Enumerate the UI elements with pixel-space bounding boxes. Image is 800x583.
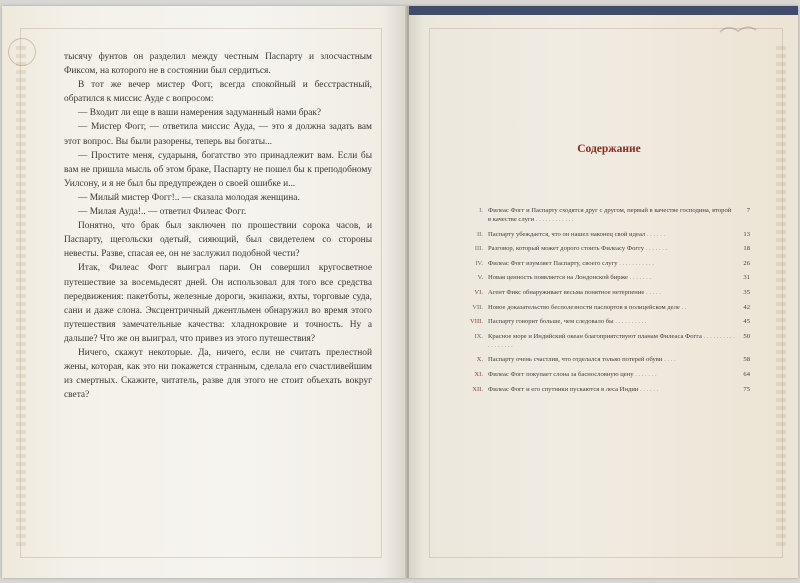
chapter-number: X. bbox=[476, 356, 483, 364]
chapter-title: Филеас Фогг изумляет Паспарту, своего слугу bbox=[488, 259, 618, 267]
left-page bbox=[2, 6, 407, 578]
chapter-title: Новое доказательство бесполезности паспортов в полицейском деле bbox=[488, 303, 680, 311]
paragraph: — Милая Ауда!.. — ответил Филеас Фогг. bbox=[78, 207, 247, 218]
chapter-title: Агент Фикс обнаруживает весьма понятное нетерпение bbox=[488, 288, 645, 296]
toc-entry[interactable]: XI. Филеас Фогг покупает слона за баснословную цену . . . . . . . 64 bbox=[465, 370, 750, 379]
chapter-title: Филеас Фогг и Паспарту сходятся друг с другом, первый в качестве господина, второй в качестве слуги bbox=[488, 207, 732, 223]
table-of-contents bbox=[465, 206, 750, 399]
toc-entry[interactable]: I. Филеас Фогг и Паспарту сходятся друг с другом, первый в качестве господина, второй в качестве слуги . . . . . . . . . . . . 7 bbox=[465, 206, 750, 224]
chapter-number: XII. bbox=[472, 385, 483, 393]
toc-entry[interactable]: VIII. Паспарту говорит больше, чем следовало бы . . . . . . . . . . 45 bbox=[465, 317, 750, 326]
chapter-page: 7 bbox=[746, 207, 750, 214]
chapter-page: 18 bbox=[743, 245, 750, 253]
chapter-page: 58 bbox=[743, 356, 750, 364]
toc-entry[interactable]: III. Разговор, который может дорого стоить Филеасу Фоггу . . . . . . . 18 bbox=[465, 244, 750, 253]
paragraph: — Милый мистер Фогг!.. — сказала молодая женщина. bbox=[78, 192, 300, 203]
toc-entry[interactable]: II. Паспарту убеждается, что он нашел наконец свой идеал . . . . . . 13 bbox=[465, 230, 750, 239]
chapter-number: XI. bbox=[474, 370, 483, 378]
chapter-title: Паспарту очень счастлив, что отделался только потерей обуви bbox=[488, 356, 663, 364]
right-page bbox=[409, 6, 798, 578]
chapter-page: 35 bbox=[743, 288, 750, 296]
seagull-icon bbox=[718, 22, 758, 36]
chapter-title: Филеас Фогг покупает слона за баснословную цену bbox=[488, 370, 634, 378]
chapter-number: VIII. bbox=[470, 318, 483, 326]
toc-entry[interactable]: V. Новая ценность появляется на Лондонской бирже . . . . . . . 31 bbox=[465, 273, 750, 282]
toc-entry[interactable]: IX. Красное море и Индийский океан благоприятствуют планам Филеаса Фогга . . . . . . . . . . . . . . . . . . 50 bbox=[465, 332, 750, 350]
paragraph: — Простите меня, сударыня, богатство это принадлежит вам. Если бы вам не пришла мысль об этом браке, Паспарту не пошел бы к преподобному Уилсону, и я не был бы предупрежден о своей ошибке и... bbox=[64, 150, 372, 189]
chapter-title: Филеас Фогг и его спутники пускаются в леса Индии bbox=[488, 385, 639, 393]
chapter-page: 75 bbox=[743, 385, 750, 393]
paragraph: — Мистер Фогг, — ответила миссис Ауда, — это я должна задать вам этот вопрос. Вы были разорены, теперь вы богаты... bbox=[64, 122, 372, 147]
toc-entry[interactable]: VI. Агент Фикс обнаруживает весьма понятное нетерпение . . . . . 35 bbox=[465, 288, 750, 297]
chapter-number: III. bbox=[474, 245, 483, 253]
chapter-page: 26 bbox=[743, 259, 750, 267]
chapter-number: II. bbox=[476, 230, 483, 238]
toc-entry[interactable]: X. Паспарту очень счастлив, что отделался только потерей обуви . . . . 58 bbox=[465, 355, 750, 364]
book-spread bbox=[2, 6, 798, 578]
chapter-title: Паспарту убеждается, что он нашел наконец свой идеал bbox=[488, 230, 646, 238]
paragraph: — Входит ли еще в ваши намерения задуманный нами брак? bbox=[78, 108, 322, 119]
chapter-number: IV. bbox=[475, 259, 483, 267]
chapter-title: Паспарту говорит больше, чем следовало бы bbox=[488, 318, 614, 326]
chapter-number: V. bbox=[477, 274, 483, 282]
chapter-number: VII. bbox=[472, 303, 483, 311]
chapter-title: Красное море и Индийский океан благоприятствуют планам Филеаса Фогга bbox=[488, 332, 702, 340]
toc-entry[interactable]: IV. Филеас Фогг изумляет Паспарту, своего слугу . . . . . . . . . . . 26 bbox=[465, 259, 750, 268]
toc-entry[interactable]: XII. Филеас Фогг и его спутники пускаются в леса Индии . . . . . . 75 bbox=[465, 385, 750, 394]
chapter-title: Новая ценность появляется на Лондонской бирже bbox=[488, 274, 628, 282]
chapter-number: I. bbox=[479, 207, 483, 214]
chapter-page: 13 bbox=[743, 230, 750, 238]
paragraph: Итак, Филеас Фогг выиграл пари. Он совершил кругосветное путешествие за восемьдесят дней. Он использовал для того все средства передвижения: пакетботы, железные дороги, экипажи, яхты, торговые суда, сани и даже слона. Эксцентричный джентльмен обнаружил во время этого путешествия замечательные качества: хладнокровие и точность. Ну а дальше? Что же он выиграл, что привез из этого путешествия? bbox=[64, 263, 372, 344]
chapter-page: 42 bbox=[743, 303, 750, 311]
chapter-page: 64 bbox=[743, 370, 750, 378]
paragraph: Ничего, скажут некоторые. Да, ничего, если не считать прелестной жены, которая, как это ни покажется странным, сделала его счастливейшим из смертных. Скажите, читатель, разве для этого не стоит объехать вокруг света? bbox=[64, 347, 372, 401]
chapter-page: 50 bbox=[743, 332, 750, 340]
chapter-number: VI. bbox=[474, 288, 483, 296]
compass-rose-icon bbox=[8, 38, 36, 66]
chapter-number: IX. bbox=[474, 332, 483, 340]
paragraph: В тот же вечер мистер Фогг, всегда спокойный и бесстрастный, обратился к миссис Ауде с вопросом: bbox=[64, 80, 372, 105]
chapter-page: 45 bbox=[743, 318, 750, 326]
story-text bbox=[64, 50, 372, 402]
contents-title: Содержание bbox=[577, 143, 641, 155]
paragraph: тысячу фунтов он разделил между честным Паспарту и злосчастным Фиксом, на которого не в состоянии был сердиться. bbox=[64, 52, 372, 77]
rope-border-decoration bbox=[776, 46, 786, 546]
rope-border-decoration bbox=[16, 46, 26, 546]
paragraph: Понятно, что брак был заключен по прошествии сорока часов, и Паспарту, щегольски одетый, сияющий, был свидетелем со стороны невесты. Разве, спасая ее, он не заслужил подобной чести? bbox=[64, 221, 372, 260]
chapter-page: 31 bbox=[743, 274, 750, 282]
top-color-band bbox=[409, 6, 798, 15]
toc-entry[interactable]: VII. Новое доказательство бесполезности паспортов в полицейском деле . . 42 bbox=[465, 303, 750, 312]
chapter-title: Разговор, который может дорого стоить Филеасу Фоггу bbox=[488, 245, 645, 253]
